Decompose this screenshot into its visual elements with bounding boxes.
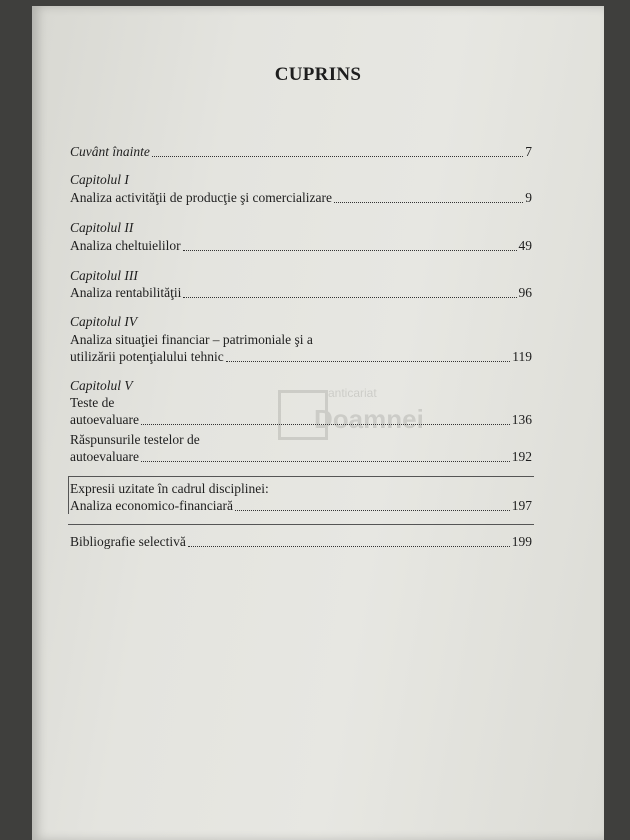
toc-page-number: 136 (511, 412, 532, 427)
toc-page-number: 96 (518, 285, 532, 300)
book-page (32, 6, 604, 840)
toc-page-number: 192 (511, 449, 532, 464)
chapter-heading-3: Capitolul III (70, 268, 138, 283)
toc-entry-chapter-4 (70, 349, 532, 365)
toc-entry-chapter-2 (70, 238, 532, 254)
toc-entry-foreword (70, 144, 532, 160)
toc-entry-label-line2: utilizării potenţialului tehnic (70, 349, 224, 364)
toc-entry-label: Analiza activităţii de producţie şi comercializare (70, 190, 332, 205)
dot-leader (152, 155, 523, 157)
page-title: CUPRINS (274, 64, 362, 85)
chapter-heading-4: Capitolul IV (70, 314, 138, 329)
toc-entry-bibliography (70, 534, 532, 550)
toc-page-number: 199 (511, 534, 532, 549)
toc-entry-expressions (70, 498, 532, 514)
separator-line (68, 476, 534, 477)
chapter-heading-5: Capitolul V (70, 378, 133, 393)
toc-answers-line1: Răspunsurile testelor de (70, 432, 200, 447)
toc-entry-label-line1: Analiza situaţiei financiar – patrimoniale şi a (70, 332, 313, 347)
dot-leader (183, 249, 517, 251)
dot-leader (334, 201, 523, 203)
toc-entry-label: autoevaluare (70, 449, 139, 464)
toc-page-number: 7 (525, 144, 532, 159)
toc-entry-chapter-3 (70, 285, 532, 301)
chapter-heading-1: Capitolul I (70, 172, 129, 187)
watermark-big-text: Doamnei (314, 404, 424, 434)
dot-leader (188, 545, 510, 547)
toc-expressions-line1: Expresii uzitate în cadrul disciplinei: (70, 481, 269, 496)
separator-line (68, 524, 534, 525)
dot-leader (235, 509, 510, 511)
toc-entry-chapter-1 (70, 190, 532, 206)
toc-tests-line1: Teste de (70, 395, 115, 410)
dot-leader (183, 296, 516, 298)
toc-entry-label: Cuvânt înainte (70, 144, 150, 159)
toc-entry-label: Analiza economico-financiară (70, 498, 234, 513)
toc-entry-label: Analiza rentabilităţii (70, 285, 182, 300)
chapter-heading-2: Capitolul II (70, 220, 134, 235)
dot-leader (226, 360, 511, 362)
toc-page-number: 49 (518, 238, 532, 253)
separator-left-edge (68, 476, 69, 514)
toc-entry-label: autoevaluare (70, 412, 139, 427)
toc-page-number: 9 (525, 190, 532, 205)
watermark-logo (278, 382, 424, 462)
toc-entry-label: Bibliografie selectivă (70, 534, 186, 549)
toc-page-number: 119 (512, 349, 532, 364)
toc-entry-label: Analiza cheltuielilor (70, 238, 181, 253)
toc-page-number: 197 (511, 498, 532, 513)
watermark-small-text: anticariat (328, 386, 377, 400)
